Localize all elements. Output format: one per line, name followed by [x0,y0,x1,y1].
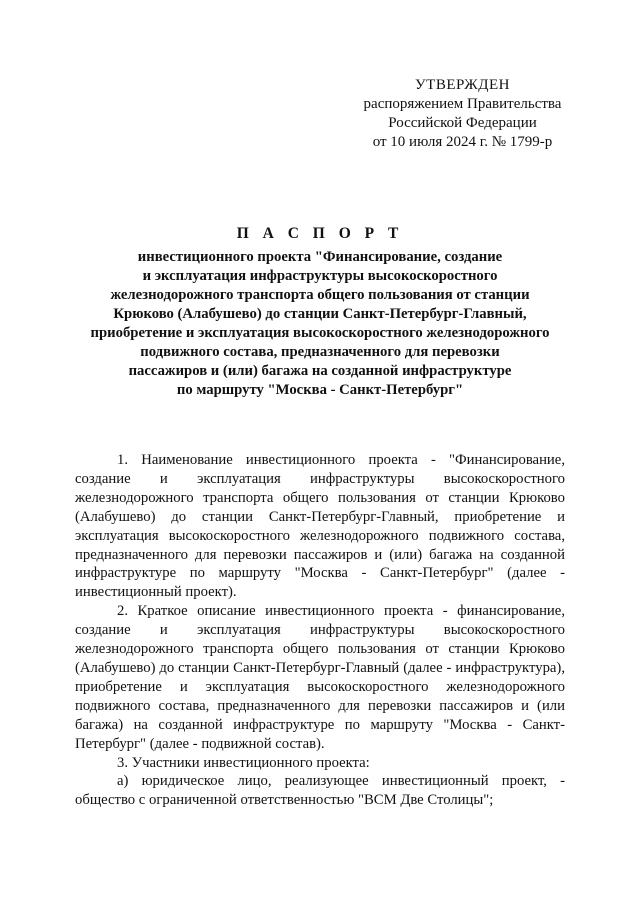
subtitle-line: и эксплуатация инфраструктуры высокоскоростного [142,268,498,284]
approval-line-2: Российской Федерации [388,115,537,131]
paragraph-project-name: 1. Наименование инвестиционного проекта - "Финансирование, создание и эксплуатация инфраструктуры высокоскоростного железнодорожного транспорта общего пользования от станции Крюково (Алабушево) до станции Санкт-Петербург-Главный, приобретение и эксплуатация высокоскоростного железнодорожного подвижного состава, предназначенного для перевозки пассажиров и (или) багажа на созданной инфраструктуре по маршруту "Москва - Санкт-Петербург" (далее - инвестиционный проект). [75,452,565,601]
document-subtitle [70,248,570,400]
paragraph-participants: 3. Участники инвестиционного проекта: [117,754,370,771]
approval-stamp [340,76,585,152]
subtitle-line: приобретение и эксплуатация высокоскоростного железнодорожного [90,325,550,341]
subtitle-line: по маршруту "Москва - Санкт-Петербург" [176,382,464,398]
approval-heading: УТВЕРЖДЕН [415,77,510,93]
approval-line-3: от 10 июля 2024 г. № 1799-р [372,134,553,150]
paragraph-participant-a: а) юридическое лицо, реализующее инвестиционный проект, - общество с ограниченной ответственностью "ВСМ Две Столицы"; [75,773,565,809]
paragraph-project-description: 2. Краткое описание инвестиционного проекта - финансирование, создание и эксплуатация инфраструктуры высокоскоростного железнодорожного транспорта общего пользования от станции Крюково (Алабушево) до станции Санкт-Петербург-Главный (далее - инфраструктура), приобретение и эксплуатация высокоскоростного железнодорожного подвижного состава, предназначенного для перевозки пассажиров и (или багажа) на созданной инфраструктуре по маршруту "Москва - Санкт-Петербург" (далее - подвижной состав). [75,603,565,752]
subtitle-line: подвижного состава, предназначенного для перевозки [140,344,500,360]
subtitle-line: Крюково (Алабушево) до станции Санкт-Петербург-Главный, [113,306,527,322]
document-title: П А С П О Р Т [236,225,404,242]
document-body [75,451,565,810]
subtitle-line: пассажиров и (или) багажа на созданной инфраструктуре [128,363,512,379]
subtitle-line: инвестиционного проекта "Финансирование, создание [137,249,503,265]
subtitle-line: железнодорожного транспорта общего пользования от станции [110,287,530,303]
approval-line-1: распоряжением Правительства [363,96,562,112]
